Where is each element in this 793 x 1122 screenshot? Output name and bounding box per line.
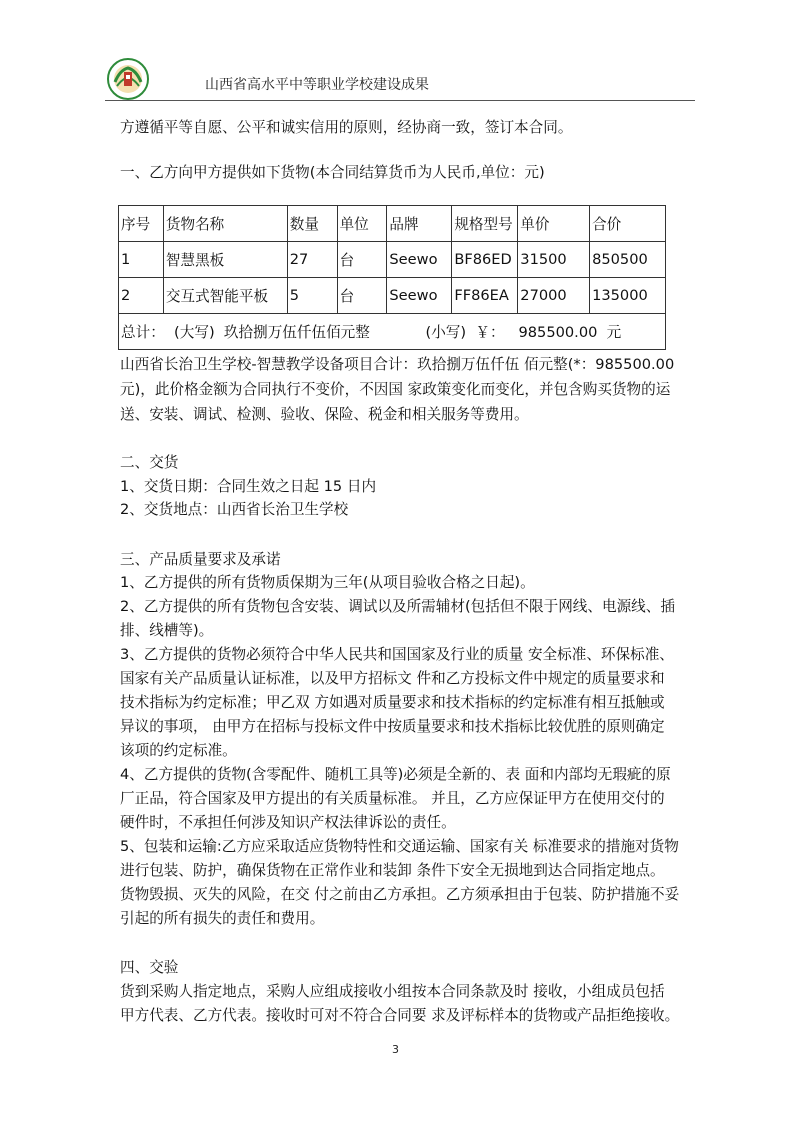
section3-line: 3、乙方提供的货物必须符合中华人民共和国国家及行业的质量 安全标准、环保标准、 — [120, 646, 674, 663]
table-cell: 2 — [119, 278, 164, 314]
table-cell: 智慧黑板 — [163, 242, 287, 278]
table-cell: 5 — [287, 278, 337, 314]
table-cell: FF86EA — [452, 278, 518, 314]
section3-line: 技术指标为约定标准；甲乙双 方如遇对质量要求和技术指标的约定标准有相互抵触或 — [120, 694, 665, 711]
section4-line: 甲方代表、乙方代表。接收时可对不符合合同要 求及评标样本的货物或产品拒绝接收。 — [120, 1007, 680, 1024]
section3-heading: 三、产品质量要求及承诺 — [120, 551, 281, 568]
section1-heading: 一、乙方向甲方提供如下货物(本合同结算货币为人民币,单位：元) — [120, 164, 545, 181]
section3-line: 国家有关产品质量认证标准，以及甲方招标文 件和乙方投标文件中规定的质量要求和 — [120, 670, 665, 687]
section3-line: 1、乙方提供的所有货物质保期为三年(从项目验收合格之日起)。 — [120, 574, 535, 591]
intro-line: 方遵循平等自愿、公平和诚实信用的原则，经协商一致，签订本合同。 — [120, 119, 573, 136]
table-cell: 交互式智能平板 — [163, 278, 287, 314]
summary-line: 山西省长治卫生学校-智慧教学设备项目合计：玖拾捌万伍仟伍 佰元整(*：985500.00 — [120, 356, 675, 373]
summary-line: 元)，此价格金额为合同执行不变价，不因国 家政策变化而变化，并包含购买货物的运 — [120, 381, 671, 398]
section3-line: 5、包装和运输:乙方应采取适应货物特性和交通运输、国家有关 标准要求的措施对货物 — [120, 838, 679, 855]
table-cell: BF86ED — [452, 242, 518, 278]
table-cell: 135000 — [590, 278, 666, 314]
table-row — [119, 278, 666, 314]
table-header-cell: 序号 — [119, 206, 164, 242]
school-emblem-icon — [107, 58, 149, 100]
section3-line: 厂正品，符合国家及甲方提出的有关质量标准。 并且，乙方应保证甲方在使用交付的 — [120, 790, 665, 807]
table-cell: 27000 — [518, 278, 590, 314]
section4-line: 货到采购人指定地点，采购人应组成接收小组按本合同条款及时 接收，小组成员包括 — [120, 983, 665, 1000]
header-title: 山西省高水平中等职业学校建设成果 — [205, 77, 429, 93]
table-header-cell: 货物名称 — [163, 206, 287, 242]
section3-line: 排、线槽等)。 — [120, 622, 214, 639]
section3-line: 异议的事项， 由甲方在招标与投标文件中按质量要求和技术指标比较优胜的原则确定 — [120, 718, 665, 735]
section3-line: 货物毁损、灭失的风险，在交 付之前由乙方承担。乙方须承担由于包装、防护措施不妥 — [120, 886, 680, 903]
table-cell: 31500 — [518, 242, 590, 278]
page-number: 3 — [392, 1043, 399, 1056]
table-cell: 27 — [287, 242, 337, 278]
section2-line: 2、交货地点：山西省长治卫生学校 — [120, 501, 349, 518]
table-cell: 台 — [337, 242, 387, 278]
table-total-row — [119, 314, 666, 350]
section3-line: 该项的约定标准。 — [120, 742, 237, 759]
table-cell: 850500 — [590, 242, 666, 278]
section3-line: 2、乙方提供的所有货物包含安装、调试以及所需辅材(包括但不限于网线、电源线、插 — [120, 598, 675, 615]
section3-line: 4、乙方提供的货物(含零配件、随机工具等)必须是全新的、表 面和内部均无瑕疵的原 — [120, 766, 671, 783]
table-header-cell: 规格型号 — [452, 206, 518, 242]
table-cell: Seewo — [387, 278, 452, 314]
table-row — [119, 242, 666, 278]
table-header-cell: 单位 — [337, 206, 387, 242]
page-header — [105, 60, 695, 101]
section3-line: 引起的所有损失的责任和费用。 — [120, 910, 325, 927]
section3-line: 进行包装、防护，确保货物在正常作业和装卸 条件下安全无损地到达合同指定地点。 — [120, 862, 665, 879]
table-cell: 1 — [119, 242, 164, 278]
table-total-cell: 总计： (大写) 玖拾捌万伍仟伍佰元整 (小写) ￥： 985500.00 元 — [119, 314, 666, 350]
goods-table — [118, 205, 666, 350]
table-cell: 台 — [337, 278, 387, 314]
table-header-cell: 数量 — [287, 206, 337, 242]
table-cell: Seewo — [387, 242, 452, 278]
section2-heading: 二、交货 — [120, 454, 179, 471]
table-header-cell: 合价 — [590, 206, 666, 242]
section2-line: 1、交货日期：合同生效之日起 15 日内 — [120, 478, 377, 495]
table-header-row — [119, 206, 666, 242]
summary-line: 送、安装、调试、检测、验收、保险、税金和相关服务等费用。 — [120, 406, 529, 423]
table-header-cell: 品牌 — [387, 206, 452, 242]
table-header-cell: 单价 — [518, 206, 590, 242]
section3-line: 硬件时，不承担任何涉及知识产权法律诉讼的责任。 — [120, 814, 456, 831]
section4-heading: 四、交验 — [120, 959, 179, 976]
